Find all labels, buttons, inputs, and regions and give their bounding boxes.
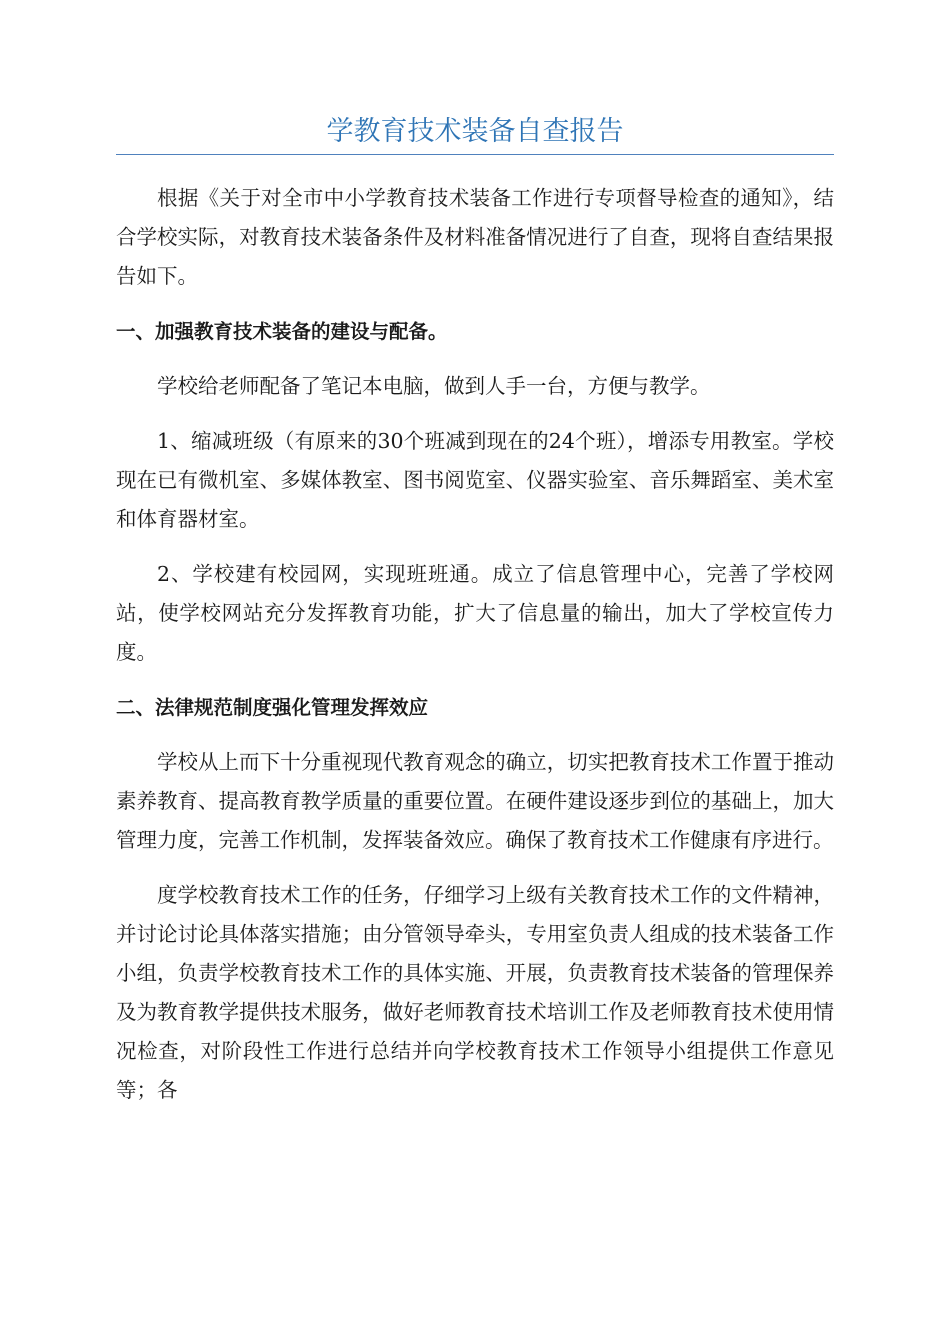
spacer — [116, 539, 834, 555]
section-1-paragraph-1: 学校给老师配备了笔记本电脑，做到人手一台，方便与教学。 — [157, 374, 711, 398]
document-title: 学教育技术装备自查报告 — [116, 112, 834, 155]
section-1-heading: 一、加强教育技术装备的建设与配备。 — [116, 320, 448, 343]
spacer — [116, 296, 834, 312]
spacer — [116, 727, 834, 743]
spacer — [116, 672, 834, 688]
document-page — [116, 112, 834, 1110]
section-2-paragraph-2: 度学校教育技术工作的任务，仔细学习上级有关教育技术工作的文件精神，并讨论讨论具体落实措施；由分管领导牵头，专用室负责人组成的技术装备工作小组，负责学校教育技术工作的具体实施、开展，负责教育技术装备的管理保养及为教育教学提供技术服务，做好老师教育技术培训工作及老师教育技术使用情况检查，对阶段性工作进行总结并向学校教育技术工作领导小组提供工作意见等；各 — [116, 883, 834, 1102]
section-2-paragraph-1: 学校从上而下十分重视现代教育观念的确立，切实把教育技术工作置于推动素养教育、提高教育教学质量的重要位置。在硬件建设逐步到位的基础上，加大管理力度，完善工作机制，发挥装备效应。确保了教育技术工作健康有序进行。 — [116, 750, 834, 852]
intro-paragraph: 根据《关于对全市中小学教育技术装备工作进行专项督导检查的通知》，结合学校实际，对教育技术装备条件及材料准备情况进行了自查，现将自查结果报告如下。 — [116, 186, 834, 288]
section-1-paragraph-2: 1、缩减班级（有原来的30个班减到现在的24个班），增添专用教室。学校现在已有微机室、多媒体教室、图书阅览室、仪器实验室、音乐舞蹈室、美术室和体育器材室。 — [116, 429, 834, 531]
spacer — [116, 860, 834, 876]
spacer — [116, 406, 834, 422]
section-1-paragraph-3: 2、学校建有校园网，实现班班通。成立了信息管理中心，完善了学校网站，使学校网站充分发挥教育功能，扩大了信息量的输出，加大了学校宣传力度。 — [116, 562, 834, 664]
spacer — [116, 155, 834, 179]
section-2-heading: 二、法律规范制度强化管理发挥效应 — [116, 696, 429, 719]
spacer — [116, 351, 834, 367]
